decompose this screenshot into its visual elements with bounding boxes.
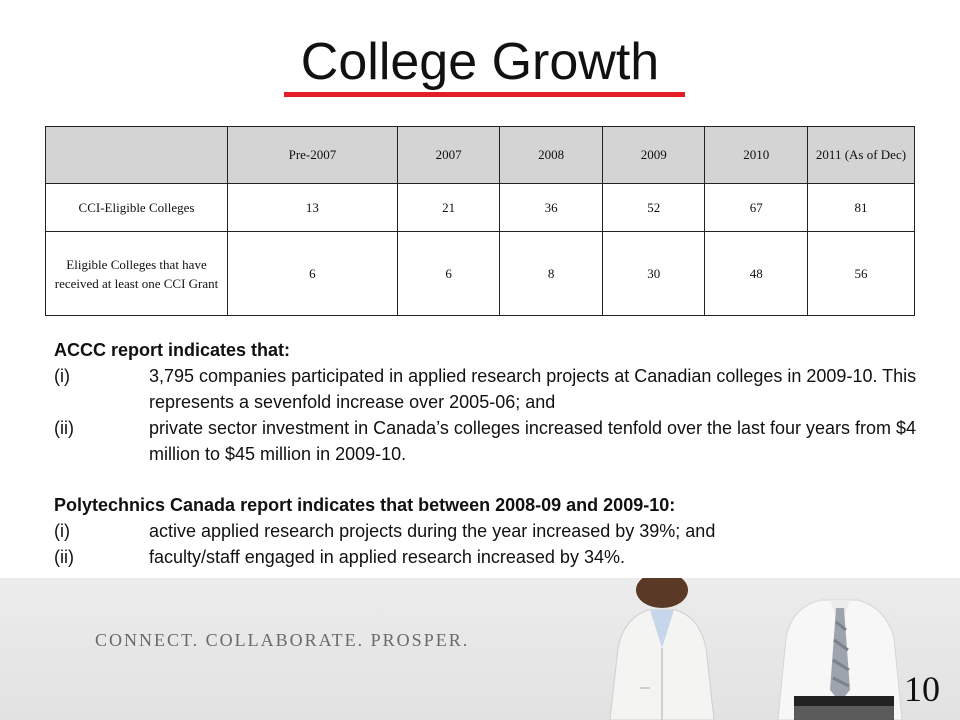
- title-underline: [284, 92, 685, 97]
- list-item-text: 3,795 companies participated in applied research projects at Canadian colleges in 2009-10. This represents a sevenfold increase over 2005-06; and: [149, 366, 917, 412]
- row-label-line: received at least one CCI Grant: [54, 275, 219, 291]
- table-cell: 56: [808, 232, 915, 316]
- table-cell: 48: [705, 232, 808, 316]
- table-cell: 81: [808, 184, 915, 232]
- table-cell: 6: [397, 232, 500, 316]
- table-cell: 6: [228, 232, 398, 316]
- list-item: [54, 363, 924, 415]
- row-label-line: Eligible Colleges that have: [66, 256, 207, 272]
- slide-title: College Growth: [300, 33, 660, 91]
- table-row: [46, 184, 915, 232]
- table-cell: 21: [397, 184, 500, 232]
- people-photo: [600, 578, 910, 720]
- footer-tagline: CONNECT. COLLABORATE. PROSPER.: [95, 630, 470, 650]
- list-item: [54, 518, 924, 544]
- table-cell: 36: [500, 184, 603, 232]
- list-item-number: (ii): [54, 418, 74, 438]
- table-cell: 13: [228, 184, 398, 232]
- page-number: 10: [904, 669, 940, 709]
- row-label: [46, 232, 228, 316]
- table-cell: 67: [705, 184, 808, 232]
- accc-heading: ACCC report indicates that:: [54, 340, 291, 360]
- table-cell: 52: [602, 184, 705, 232]
- body-text: [54, 337, 924, 570]
- table-header-row: [46, 127, 915, 184]
- growth-table: [45, 126, 915, 316]
- column-header: 2007: [397, 127, 500, 184]
- polytechnics-heading: Polytechnics Canada report indicates that between 2008-09 and 2009-10:: [54, 495, 676, 515]
- list-item-number: (i): [54, 366, 70, 386]
- column-header: 2009: [602, 127, 705, 184]
- list-item-number: (i): [54, 521, 70, 541]
- column-header: 2011 (As of Dec): [808, 127, 915, 184]
- list-item-text: private sector investment in Canada’s colleges increased tenfold over the last four years from $4 million to $45 million in 2009-10.: [149, 418, 917, 464]
- list-item-text: active applied research projects during the year increased by 39%; and: [149, 521, 716, 541]
- row-label: CCI-Eligible Colleges: [46, 184, 228, 232]
- table-row: [46, 232, 915, 316]
- list-item: [54, 544, 924, 570]
- table-corner-cell: [46, 127, 228, 184]
- list-item: [54, 415, 924, 467]
- column-header: 2010: [705, 127, 808, 184]
- table-cell: 8: [500, 232, 603, 316]
- list-item-text: faculty/staff engaged in applied research increased by 34%.: [149, 547, 625, 567]
- column-header: 2008: [500, 127, 603, 184]
- column-header: Pre-2007: [228, 127, 398, 184]
- table-cell: 30: [602, 232, 705, 316]
- list-item-number: (ii): [54, 547, 74, 567]
